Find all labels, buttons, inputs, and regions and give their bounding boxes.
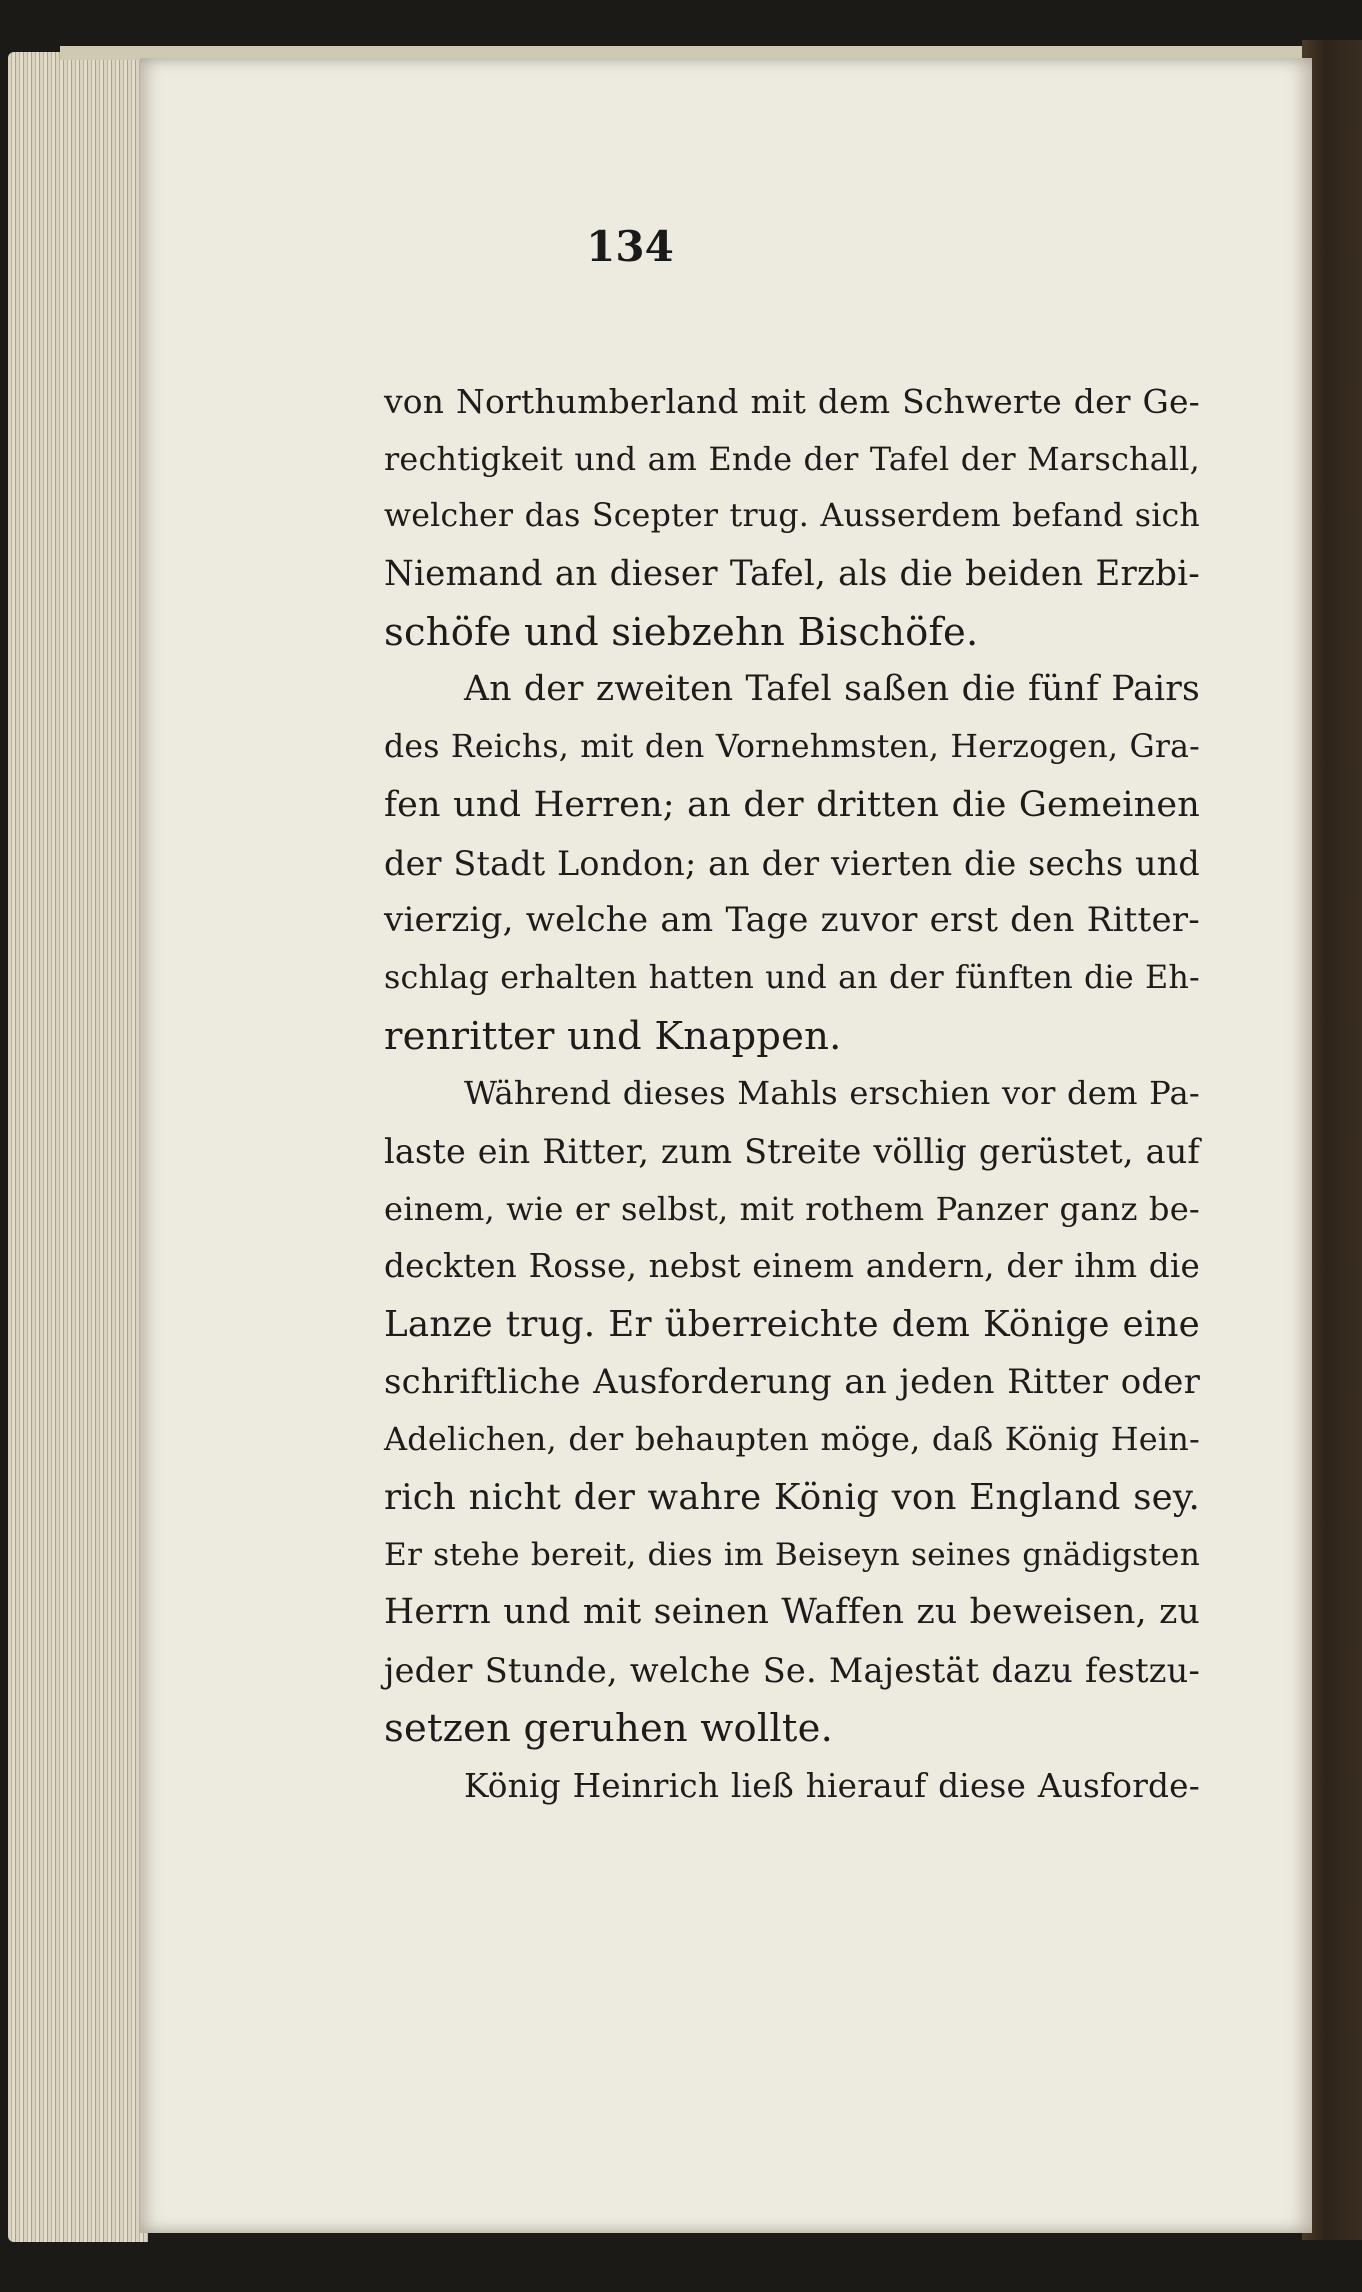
page-stack-edge [8, 52, 148, 2242]
text-line: deckten Rosse, nebst einem andern, der ihm die [384, 1247, 1200, 1286]
text-line: des Reichs, mit den Vornehmsten, Herzogen, Gra- [384, 729, 1200, 766]
text-line: welcher das Scepter trug. Ausserdem befand sich [384, 498, 1200, 535]
text-line: vierzig, welche am Tage zuvor erst den Ritter- [384, 900, 1200, 941]
text-line: jeder Stunde, welche Se. Majestät dazu festzu- [384, 1651, 1200, 1691]
text-line: Er stehe bereit, dies im Beiseyn seines gnädigsten [384, 1536, 1200, 1573]
text-line: Herrn und mit seinen Waffen zu beweisen, zu [384, 1592, 1200, 1633]
paragraph-start-line: Während dieses Mahls erschien vor dem Pa- [464, 1074, 1200, 1113]
text-line: schlag erhalten hatten und an der fünften die Eh- [384, 959, 1200, 996]
text-line: renritter und Knappen. [384, 1013, 842, 1059]
page-number: 134 [586, 222, 674, 271]
text-line: setzen geruhen wollte. [384, 1705, 834, 1751]
text-line: einem, wie er selbst, mit rothem Panzer ganz be- [384, 1189, 1200, 1228]
text-line: laste ein Ritter, zum Streite völlig gerüstet, auf [384, 1131, 1200, 1171]
text-line: Adelichen, der behaupten möge, daß König Hein- [384, 1420, 1200, 1459]
text-line: rich nicht der wahre König von England sey. [384, 1477, 1200, 1519]
paragraph-start-line: An der zweiten Tafel saßen die fünf Pairs [464, 669, 1200, 710]
text-line: schöfe und siebzehn Bischöfe. [384, 609, 979, 655]
body-text [384, 373, 1200, 1815]
text-line: Lanze trug. Er überreichte dem Könige eine [384, 1304, 1200, 1345]
text-line: von Northumberland mit dem Schwerte der Ge- [384, 382, 1200, 421]
text-line: schriftliche Ausforderung an jeden Ritter oder [384, 1361, 1200, 1402]
text-line: der Stadt London; an der vierten die sechs und [384, 843, 1200, 883]
text-line: fen und Herren; an der dritten die Gemeinen [384, 784, 1200, 825]
text-line: Niemand an dieser Tafel, als die beiden Erzbi- [384, 554, 1200, 595]
text-line: rechtigkeit und am Ende der Tafel der Marschall, [384, 439, 1200, 478]
paragraph-start-line: König Heinrich ließ hierauf diese Ausforde- [464, 1766, 1200, 1805]
